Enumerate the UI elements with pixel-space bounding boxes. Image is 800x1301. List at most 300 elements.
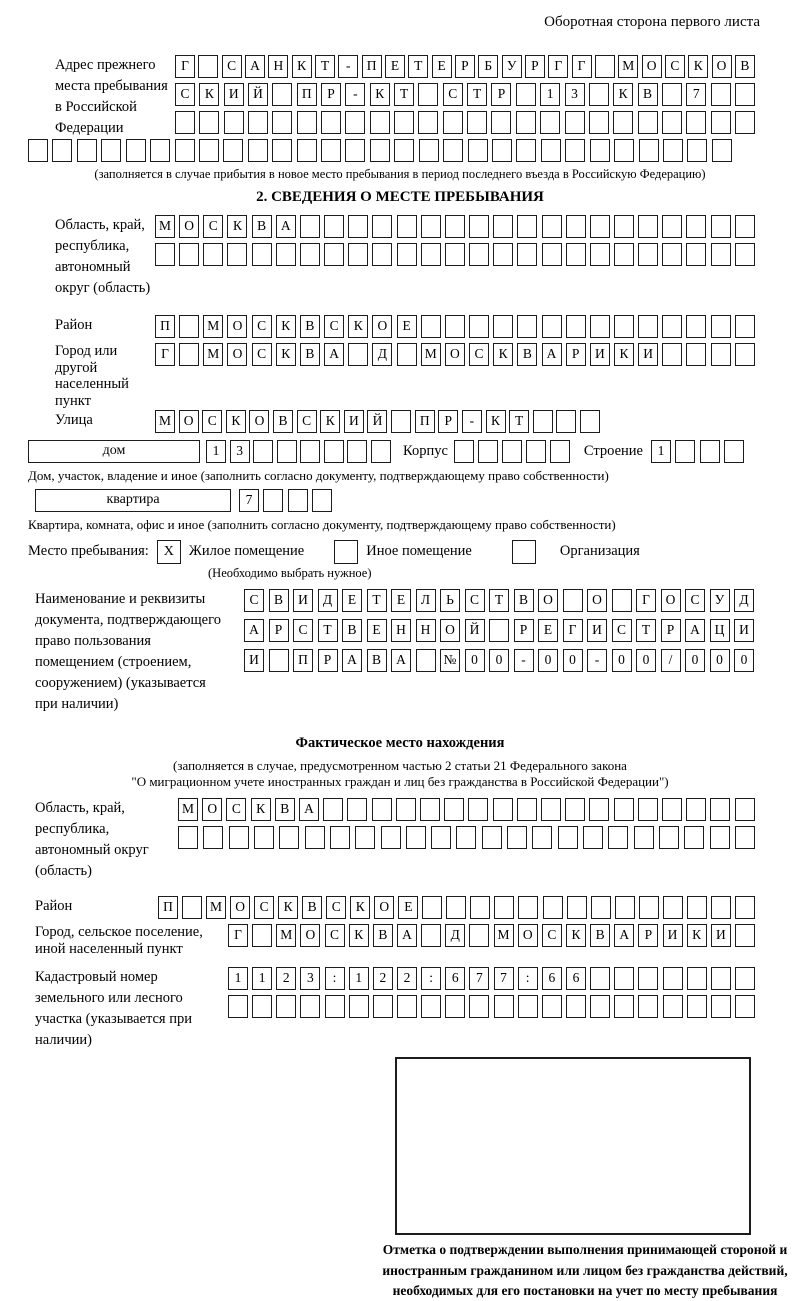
char-cell <box>494 995 514 1018</box>
cadastral-rows <box>228 967 755 1023</box>
char-cell <box>675 440 695 463</box>
actual-region-field <box>28 798 772 882</box>
char-cell: 2 <box>397 967 417 990</box>
actual-region-rows <box>178 798 755 854</box>
char-cell <box>614 967 634 990</box>
char-cell: Е <box>367 619 387 642</box>
char-cell: С <box>443 83 463 106</box>
char-cell <box>419 139 439 162</box>
char-cell <box>444 798 464 821</box>
char-cell <box>263 489 283 512</box>
char-cell <box>662 83 682 106</box>
char-cell <box>542 243 562 266</box>
char-cell: К <box>349 924 369 947</box>
char-cell: В <box>638 83 658 106</box>
char-cell: К <box>227 215 247 238</box>
doc-field <box>28 589 772 715</box>
doc-rows <box>244 589 754 677</box>
char-cell <box>175 111 195 134</box>
char-cell <box>406 826 426 849</box>
char-cell <box>735 215 755 238</box>
char-cell: О <box>518 924 538 947</box>
char-cell <box>469 315 489 338</box>
char-cell <box>272 111 292 134</box>
prev-address-label: Адрес прежнего места пребывания в Российской Федерации <box>55 57 168 137</box>
char-cell <box>516 83 536 106</box>
house-row <box>28 440 772 468</box>
char-cell: И <box>711 924 731 947</box>
char-cell: О <box>179 410 199 433</box>
char-cell <box>321 139 341 162</box>
char-cell <box>563 589 583 612</box>
char-cell <box>711 83 731 106</box>
char-cell <box>224 111 244 134</box>
char-cell <box>175 139 195 162</box>
char-cell <box>638 215 658 238</box>
char-cell: В <box>300 343 320 366</box>
actual-district-field <box>28 896 772 924</box>
char-cell <box>101 139 121 162</box>
char-cell <box>228 995 248 1018</box>
char-cell: В <box>273 410 293 433</box>
char-cell: О <box>372 315 392 338</box>
char-cell: К <box>278 896 298 919</box>
char-cell: И <box>638 343 658 366</box>
char-cell: Т <box>467 83 487 106</box>
char-cell <box>566 215 586 238</box>
char-cell: О <box>179 215 199 238</box>
char-cell: Е <box>432 55 452 78</box>
char-cell: Р <box>321 83 341 106</box>
char-cell: О <box>661 589 681 612</box>
char-cell <box>347 798 367 821</box>
char-cell: 3 <box>565 83 585 106</box>
char-cell: 7 <box>469 967 489 990</box>
char-cell: Р <box>455 55 475 78</box>
char-cell <box>612 589 632 612</box>
char-cell <box>516 111 536 134</box>
char-cell: Л <box>416 589 436 612</box>
char-cell: С <box>469 343 489 366</box>
char-cell <box>345 139 365 162</box>
city-row <box>155 343 755 366</box>
char-cell: Т <box>509 410 529 433</box>
char-cell <box>469 924 489 947</box>
char-cell: Г <box>155 343 175 366</box>
char-cell: Н <box>416 619 436 642</box>
char-cell <box>288 489 308 512</box>
char-cell <box>638 995 658 1018</box>
char-cell <box>494 896 514 919</box>
char-cell <box>638 315 658 338</box>
apartment-cells <box>239 489 332 512</box>
char-cell: 1 <box>651 440 671 463</box>
char-cell: У <box>710 589 730 612</box>
char-cell: П <box>415 410 435 433</box>
char-cell: В <box>373 924 393 947</box>
actual-location-caption-1: (заполняется в случае, предусмотренном частью 2 статьи 21 Федерального закона <box>173 757 627 773</box>
char-cell <box>276 243 296 266</box>
char-cell <box>735 896 755 919</box>
char-cell: 3 <box>300 967 320 990</box>
char-cell: К <box>614 343 634 366</box>
char-cell <box>659 826 679 849</box>
char-cell: И <box>244 649 264 672</box>
actual-location-caption-2: "О миграционном учете иностранных граждан и лиц без гражданства в Российской Федерации") <box>131 773 669 789</box>
char-cell: О <box>440 619 460 642</box>
char-cell <box>590 315 610 338</box>
doc-label: Наименование и реквизиты документа, подтверждающего право пользования помещением (строением, сооружением) (указывается при наличии) <box>35 590 221 712</box>
char-cell: К <box>370 83 390 106</box>
char-cell: С <box>542 924 562 947</box>
char-cell <box>735 798 755 821</box>
char-cell <box>710 798 730 821</box>
char-cell <box>686 243 706 266</box>
district-row <box>155 315 755 338</box>
char-cell: Т <box>394 83 414 106</box>
char-cell <box>711 343 731 366</box>
char-cell <box>711 995 731 1018</box>
char-cell <box>687 896 707 919</box>
char-cell <box>589 111 609 134</box>
char-cell: Д <box>445 924 465 947</box>
char-cell <box>567 896 587 919</box>
char-cell: А <box>299 798 319 821</box>
char-cell: 7 <box>686 83 706 106</box>
char-cell <box>590 139 610 162</box>
char-cell <box>595 55 615 78</box>
char-cell <box>248 139 268 162</box>
doc-row-1 <box>244 589 754 612</box>
char-cell <box>542 995 562 1018</box>
char-cell <box>372 798 392 821</box>
korpus-label: Корпус <box>403 442 448 459</box>
char-cell <box>565 111 585 134</box>
char-cell: М <box>178 798 198 821</box>
char-cell <box>422 896 442 919</box>
char-cell: П <box>158 896 178 919</box>
char-cell: О <box>712 55 732 78</box>
char-cell: О <box>300 924 320 947</box>
char-cell <box>608 826 628 849</box>
char-cell: Й <box>367 410 387 433</box>
char-cell <box>590 215 610 238</box>
char-cell: И <box>663 924 683 947</box>
char-cell: А <box>276 215 296 238</box>
cadastral-label: Кадастровый номер земельного или лесного участка (указывается при наличии) <box>35 969 192 1049</box>
char-cell: В <box>302 896 322 919</box>
char-cell: С <box>226 798 246 821</box>
char-cell <box>269 649 289 672</box>
char-cell <box>325 995 345 1018</box>
char-cell <box>662 343 682 366</box>
char-cell <box>711 111 731 134</box>
char-cell: 2 <box>373 967 393 990</box>
char-cell <box>312 489 332 512</box>
char-cell <box>517 243 537 266</box>
char-cell: К <box>276 343 296 366</box>
char-cell: Г <box>563 619 583 642</box>
char-cell: В <box>367 649 387 672</box>
apartment-widebox: квартира <box>35 489 231 512</box>
char-cell: 6 <box>542 967 562 990</box>
actual-city-field <box>28 924 772 957</box>
korpus-cells <box>454 440 570 463</box>
char-cell <box>583 826 603 849</box>
stay-type-option-organization: Организация <box>559 543 640 560</box>
char-cell: К <box>493 343 513 366</box>
char-cell: С <box>252 315 272 338</box>
char-cell <box>493 315 513 338</box>
char-cell <box>199 139 219 162</box>
char-cell <box>150 139 170 162</box>
char-cell <box>542 315 562 338</box>
char-cell <box>478 440 498 463</box>
char-cell <box>421 924 441 947</box>
char-cell <box>248 111 268 134</box>
char-cell <box>297 111 317 134</box>
char-cell <box>662 111 682 134</box>
char-cell: 6 <box>445 967 465 990</box>
char-cell <box>370 139 390 162</box>
char-cell <box>517 798 537 821</box>
char-cell: 1 <box>206 440 226 463</box>
char-cell: Б <box>478 55 498 78</box>
char-cell <box>662 215 682 238</box>
char-cell <box>28 139 48 162</box>
char-cell <box>502 440 522 463</box>
stamp-caption: Отметка о подтверждении выполнения принимающей стороной и иностранным гражданином или лицом без гражданства действий, необходимых для его постановки на учет по месту пребывания <box>382 1242 788 1298</box>
char-cell <box>420 798 440 821</box>
char-cell <box>663 995 683 1018</box>
region-field <box>28 215 772 299</box>
cadastral-row-1 <box>228 967 755 990</box>
char-cell <box>421 995 441 1018</box>
char-cell <box>300 440 320 463</box>
char-cell <box>735 967 755 990</box>
char-cell: - <box>345 83 365 106</box>
char-cell <box>614 315 634 338</box>
char-cell <box>532 826 552 849</box>
char-cell: К <box>688 55 708 78</box>
char-cell <box>396 798 416 821</box>
char-cell <box>493 798 513 821</box>
char-cell <box>493 243 513 266</box>
char-cell: С <box>202 410 222 433</box>
char-cell <box>252 924 272 947</box>
char-cell <box>518 995 538 1018</box>
char-cell: К <box>566 924 586 947</box>
char-cell: В <box>275 798 295 821</box>
char-cell <box>272 139 292 162</box>
char-cell <box>556 410 576 433</box>
char-cell: С <box>297 410 317 433</box>
char-cell <box>469 995 489 1018</box>
char-cell: Г <box>548 55 568 78</box>
char-cell: В <box>735 55 755 78</box>
char-cell: П <box>297 83 317 106</box>
char-cell <box>540 111 560 134</box>
char-cell <box>614 243 634 266</box>
stroenie-cells <box>651 440 744 463</box>
char-cell <box>126 139 146 162</box>
char-cell <box>179 243 199 266</box>
char-cell: И <box>734 619 754 642</box>
char-cell: 0 <box>636 649 656 672</box>
prev-address-rows <box>175 55 755 139</box>
house-cells <box>206 440 391 463</box>
char-cell <box>516 139 536 162</box>
char-cell: А <box>391 649 411 672</box>
actual-district-row <box>158 896 755 919</box>
char-cell <box>456 826 476 849</box>
char-cell <box>543 896 563 919</box>
char-cell <box>370 111 390 134</box>
char-cell <box>355 826 375 849</box>
char-cell: 0 <box>465 649 485 672</box>
street-field <box>28 410 772 438</box>
char-cell: Е <box>391 589 411 612</box>
char-cell: И <box>587 619 607 642</box>
char-cell: С <box>612 619 632 642</box>
char-cell <box>541 798 561 821</box>
char-cell: : <box>421 967 441 990</box>
char-cell: Г <box>636 589 656 612</box>
char-cell: Р <box>525 55 545 78</box>
char-cell: С <box>203 215 223 238</box>
char-cell: О <box>202 798 222 821</box>
char-cell: А <box>397 924 417 947</box>
char-cell <box>155 243 175 266</box>
char-cell <box>467 111 487 134</box>
char-cell <box>614 798 634 821</box>
char-cell: В <box>517 343 537 366</box>
char-cell <box>468 798 488 821</box>
char-cell <box>565 798 585 821</box>
char-cell: 7 <box>239 489 259 512</box>
char-cell: Г <box>175 55 195 78</box>
char-cell <box>735 111 755 134</box>
char-cell <box>711 215 731 238</box>
char-cell: М <box>203 343 223 366</box>
char-cell: 2 <box>276 967 296 990</box>
char-cell: О <box>227 343 247 366</box>
prev-address-row-4 <box>28 139 732 162</box>
region-row-2 <box>155 243 755 266</box>
char-cell: Т <box>318 619 338 642</box>
char-cell <box>178 826 198 849</box>
cadastral-row-2 <box>228 995 755 1018</box>
char-cell: С <box>244 589 264 612</box>
char-cell <box>443 111 463 134</box>
actual-city-label: Город, сельское поселение, иной населенный пункт <box>35 923 203 957</box>
char-cell: Р <box>491 83 511 106</box>
actual-region-row-2 <box>178 826 755 849</box>
char-cell <box>638 243 658 266</box>
char-cell: / <box>661 649 681 672</box>
char-cell <box>686 215 706 238</box>
char-cell <box>662 798 682 821</box>
char-cell <box>489 619 509 642</box>
char-cell: Р <box>514 619 534 642</box>
char-cell: № <box>440 649 460 672</box>
char-cell: М <box>494 924 514 947</box>
char-cell <box>565 139 585 162</box>
char-cell <box>272 83 292 106</box>
char-cell: С <box>254 896 274 919</box>
char-cell <box>507 826 527 849</box>
page-side-note: Оборотная сторона первого листа <box>544 14 760 30</box>
char-cell: М <box>618 55 638 78</box>
char-cell: Т <box>489 589 509 612</box>
street-row <box>155 410 600 433</box>
char-cell <box>445 215 465 238</box>
stay-type-hint: (Необходимо выбрать нужное) <box>208 565 372 580</box>
char-cell <box>468 139 488 162</box>
char-cell: С <box>685 589 705 612</box>
char-cell <box>639 139 659 162</box>
char-cell: К <box>199 83 219 106</box>
char-cell <box>330 826 350 849</box>
char-cell <box>300 243 320 266</box>
char-cell <box>391 410 411 433</box>
char-cell: 1 <box>540 83 560 106</box>
char-cell <box>279 826 299 849</box>
char-cell: О <box>249 410 269 433</box>
char-cell <box>590 967 610 990</box>
char-cell: 0 <box>563 649 583 672</box>
char-cell: О <box>374 896 394 919</box>
char-cell <box>662 243 682 266</box>
char-cell <box>418 83 438 106</box>
char-cell: В <box>269 589 289 612</box>
region-label: Область, край, республика, автономный округ (область) <box>55 217 151 297</box>
char-cell <box>421 243 441 266</box>
char-cell: Й <box>465 619 485 642</box>
stay-type-label: Место пребывания: <box>28 543 149 560</box>
char-cell <box>517 215 537 238</box>
char-cell <box>421 315 441 338</box>
char-cell: 0 <box>685 649 705 672</box>
char-cell: Р <box>661 619 681 642</box>
char-cell <box>663 967 683 990</box>
char-cell: С <box>325 924 345 947</box>
city-label: Город или другой населенный пункт <box>55 343 129 410</box>
char-cell: - <box>514 649 534 672</box>
char-cell: Е <box>385 55 405 78</box>
char-cell: Е <box>342 589 362 612</box>
char-cell: - <box>462 410 482 433</box>
stay-type-checkbox-residential: X <box>157 540 181 564</box>
char-cell: В <box>514 589 534 612</box>
char-cell: О <box>538 589 558 612</box>
city-field <box>28 343 772 410</box>
doc-row-2 <box>244 619 754 642</box>
district-label: Район <box>55 317 93 334</box>
char-cell: А <box>245 55 265 78</box>
char-cell: Т <box>367 589 387 612</box>
char-cell <box>348 343 368 366</box>
stay-type-option-other: Иное помещение <box>366 543 472 560</box>
char-cell <box>203 243 223 266</box>
char-cell <box>324 215 344 238</box>
char-cell <box>492 139 512 162</box>
char-cell: И <box>344 410 364 433</box>
char-cell: Т <box>636 619 656 642</box>
char-cell <box>684 826 704 849</box>
char-cell: 3 <box>230 440 250 463</box>
char-cell: В <box>252 215 272 238</box>
